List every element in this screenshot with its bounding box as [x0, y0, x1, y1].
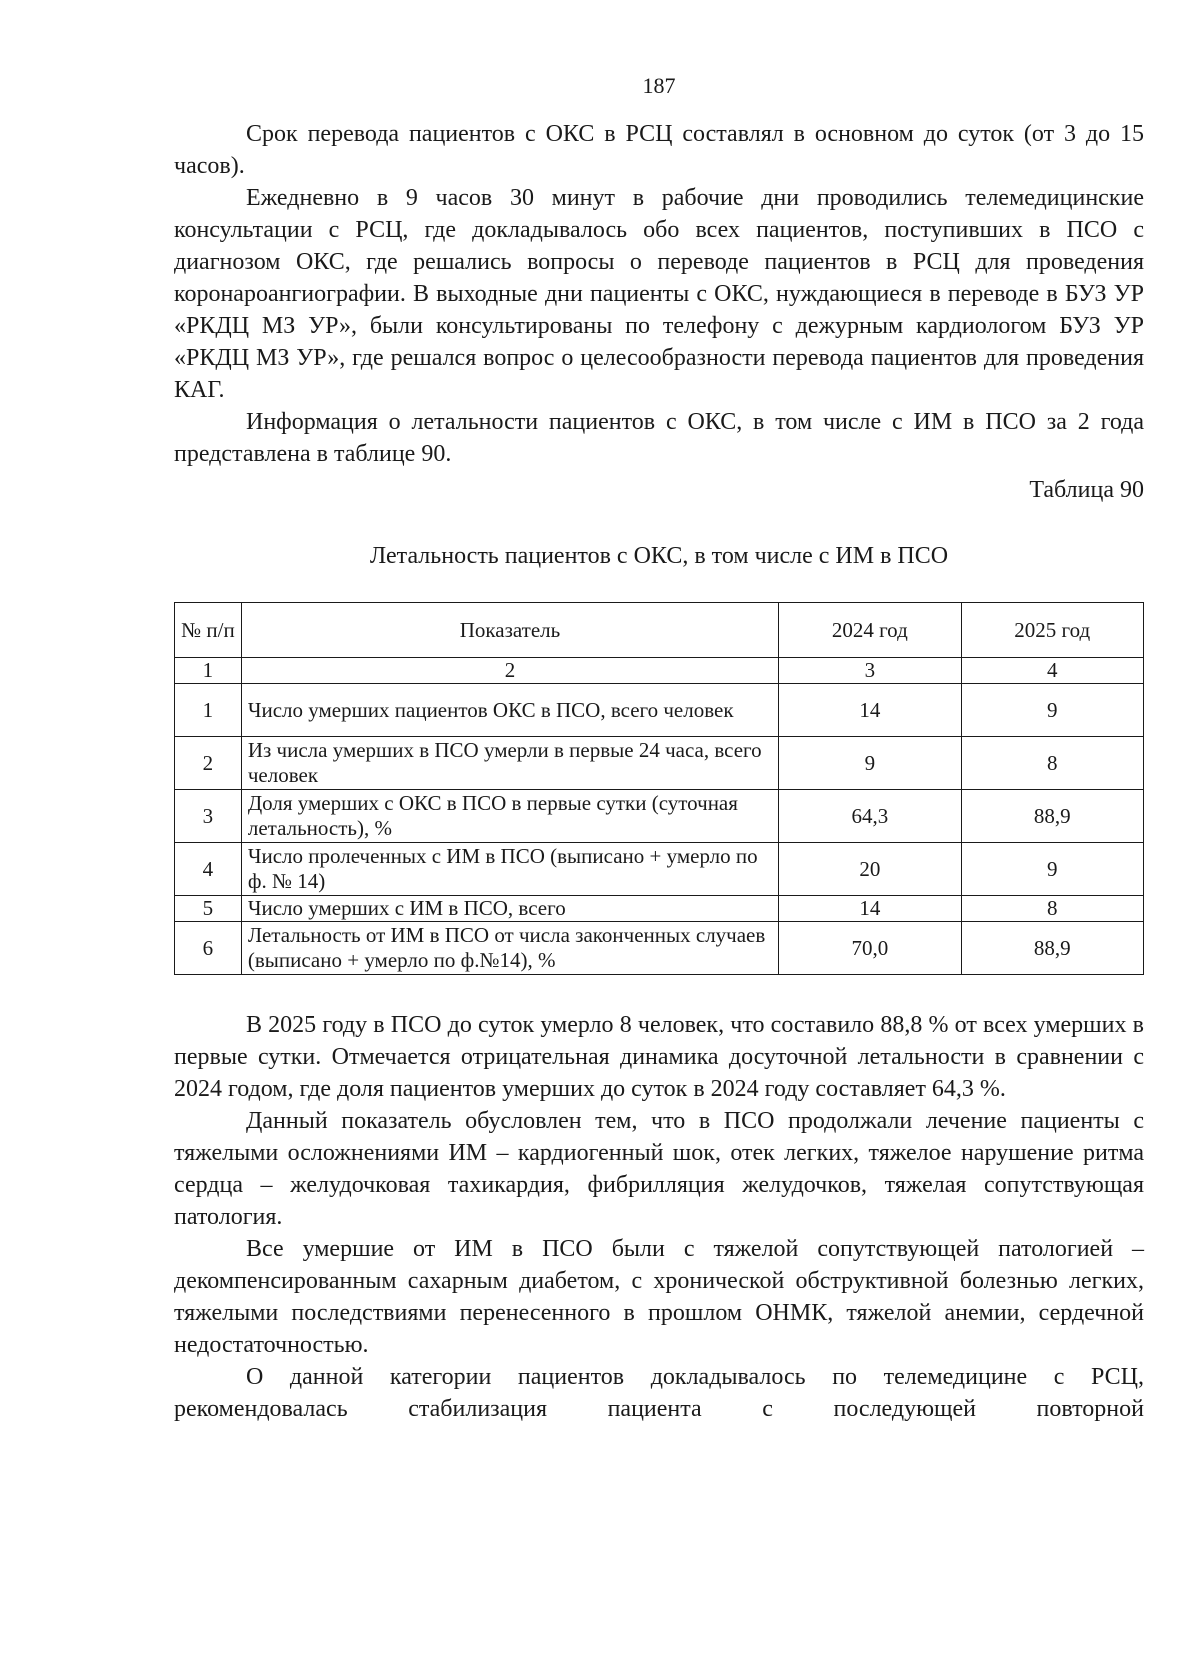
indicator-cell: Из числа умерших в ПСО умерли в первые 24 часа, всего человек — [241, 737, 778, 790]
row-number-cell: 3 — [175, 790, 242, 843]
paragraph-daily-mortality: В 2025 году в ПСО до суток умерло 8 человек, что составило 88,8 % от всех умерших в первые сутки. Отмечается отрицательная динамика досуточной летальности в сравнении с 2024 годом, где доля пациентов умерших до суток в 2024 году составляет 64,3 %. — [174, 1012, 1144, 1102]
page-number: 187 — [642, 73, 676, 98]
value-2025-cell: 8 — [961, 737, 1143, 790]
table-row — [175, 790, 1144, 843]
mortality-table — [174, 602, 1144, 975]
table-row — [175, 843, 1144, 896]
value-2024-cell: 70,0 — [779, 922, 961, 975]
value-2024-cell: 14 — [779, 684, 961, 737]
indicator-cell: Число умерших с ИМ в ПСО, всего — [241, 896, 778, 922]
column-number-cell: 3 — [779, 658, 961, 684]
column-number-cell: 2 — [241, 658, 778, 684]
row-number-cell: 1 — [175, 684, 242, 737]
paragraph-complications: Данный показатель обусловлен тем, что в ПСО продолжали лечение пациенты с тяжелыми осложнениями ИМ – кардиогенный шок, отек легких, тяжелое нарушение ритма сердца – желудочковая тахикардия, фибрилляция желудочков, тяжелая сопутствующая патология. — [174, 1108, 1144, 1230]
paragraph-recommendation: О данной категории пациентов докладывалось по телемедицине с РСЦ, рекомендовалась стабилизация пациента с последующей повторной — [174, 1364, 1144, 1422]
header-year-2024: 2024 год — [779, 603, 961, 658]
column-number-cell: 4 — [961, 658, 1143, 684]
value-2024-cell: 64,3 — [779, 790, 961, 843]
table-label: Таблица 90 — [1029, 477, 1144, 503]
document-page — [174, 72, 1144, 1425]
row-number-cell: 6 — [175, 922, 242, 975]
header-year-2025: 2025 год — [961, 603, 1143, 658]
value-2025-cell: 8 — [961, 896, 1143, 922]
table-row — [175, 737, 1144, 790]
paragraph-telemedicine: Ежедневно в 9 часов 30 минут в рабочие дни проводились телемедицинские консультации с РСЦ, где докладывалось обо всех пациентов, поступивших в ПСО с диагнозом ОКС, где решались вопросы о переводе пациентов в РСЦ для проведения коронароангиографии. В выходные дни пациенты с ОКС, нуждающиеся в переводе в БУЗ УР «РКДЦ МЗ УР», были консультированы по телефону с дежурным кардиологом БУЗ УР «РКДЦ МЗ УР», где решался вопрос о целесообразности перевода пациентов для проведения КАГ. — [174, 185, 1144, 403]
paragraph-transfer-time: Срок перевода пациентов с ОКС в РСЦ составлял в основном до суток (от 3 до 15 часов). — [174, 121, 1144, 179]
value-2025-cell: 88,9 — [961, 790, 1143, 843]
row-number-cell: 2 — [175, 737, 242, 790]
indicator-cell: Число пролеченных с ИМ в ПСО (выписано + умерло по ф. № 14) — [241, 843, 778, 896]
column-number-cell: 1 — [175, 658, 242, 684]
table-title: Летальность пациентов с ОКС, в том числе с ИМ в ПСО — [369, 543, 949, 569]
table-row — [175, 896, 1144, 922]
table-row — [175, 684, 1144, 737]
paragraph-comorbidities: Все умершие от ИМ в ПСО были с тяжелой сопутствующей патологией – декомпенсированным сахарным диабетом, с хронической обструктивной болезнью легких, тяжелыми последствиями перенесенного в прошлом ОНМК, тяжелой анемии, сердечной недостаточностью. — [174, 1236, 1144, 1358]
indicator-cell: Летальность от ИМ в ПСО от числа законченных случаев (выписано + умерло по ф.№14), % — [241, 922, 778, 975]
paragraph-table-intro: Информация о летальности пациентов с ОКС, в том числе с ИМ в ПСО за 2 года представлена в таблице 90. — [174, 409, 1144, 467]
value-2025-cell: 9 — [961, 684, 1143, 737]
column-numbering-row — [175, 658, 1144, 684]
row-number-cell: 5 — [175, 896, 242, 922]
header-indicator: Показатель — [241, 603, 778, 658]
row-number-cell: 4 — [175, 843, 242, 896]
indicator-cell: Доля умерших с ОКС в ПСО в первые сутки (суточная летальность), % — [241, 790, 778, 843]
value-2024-cell: 14 — [779, 896, 961, 922]
value-2025-cell: 88,9 — [961, 922, 1143, 975]
value-2024-cell: 9 — [779, 737, 961, 790]
indicator-cell: Число умерших пациентов ОКС в ПСО, всего человек — [241, 684, 778, 737]
header-number: № п/п — [175, 603, 242, 658]
value-2024-cell: 20 — [779, 843, 961, 896]
value-2025-cell: 9 — [961, 843, 1143, 896]
table-row — [175, 922, 1144, 975]
table-header-row — [175, 603, 1144, 658]
